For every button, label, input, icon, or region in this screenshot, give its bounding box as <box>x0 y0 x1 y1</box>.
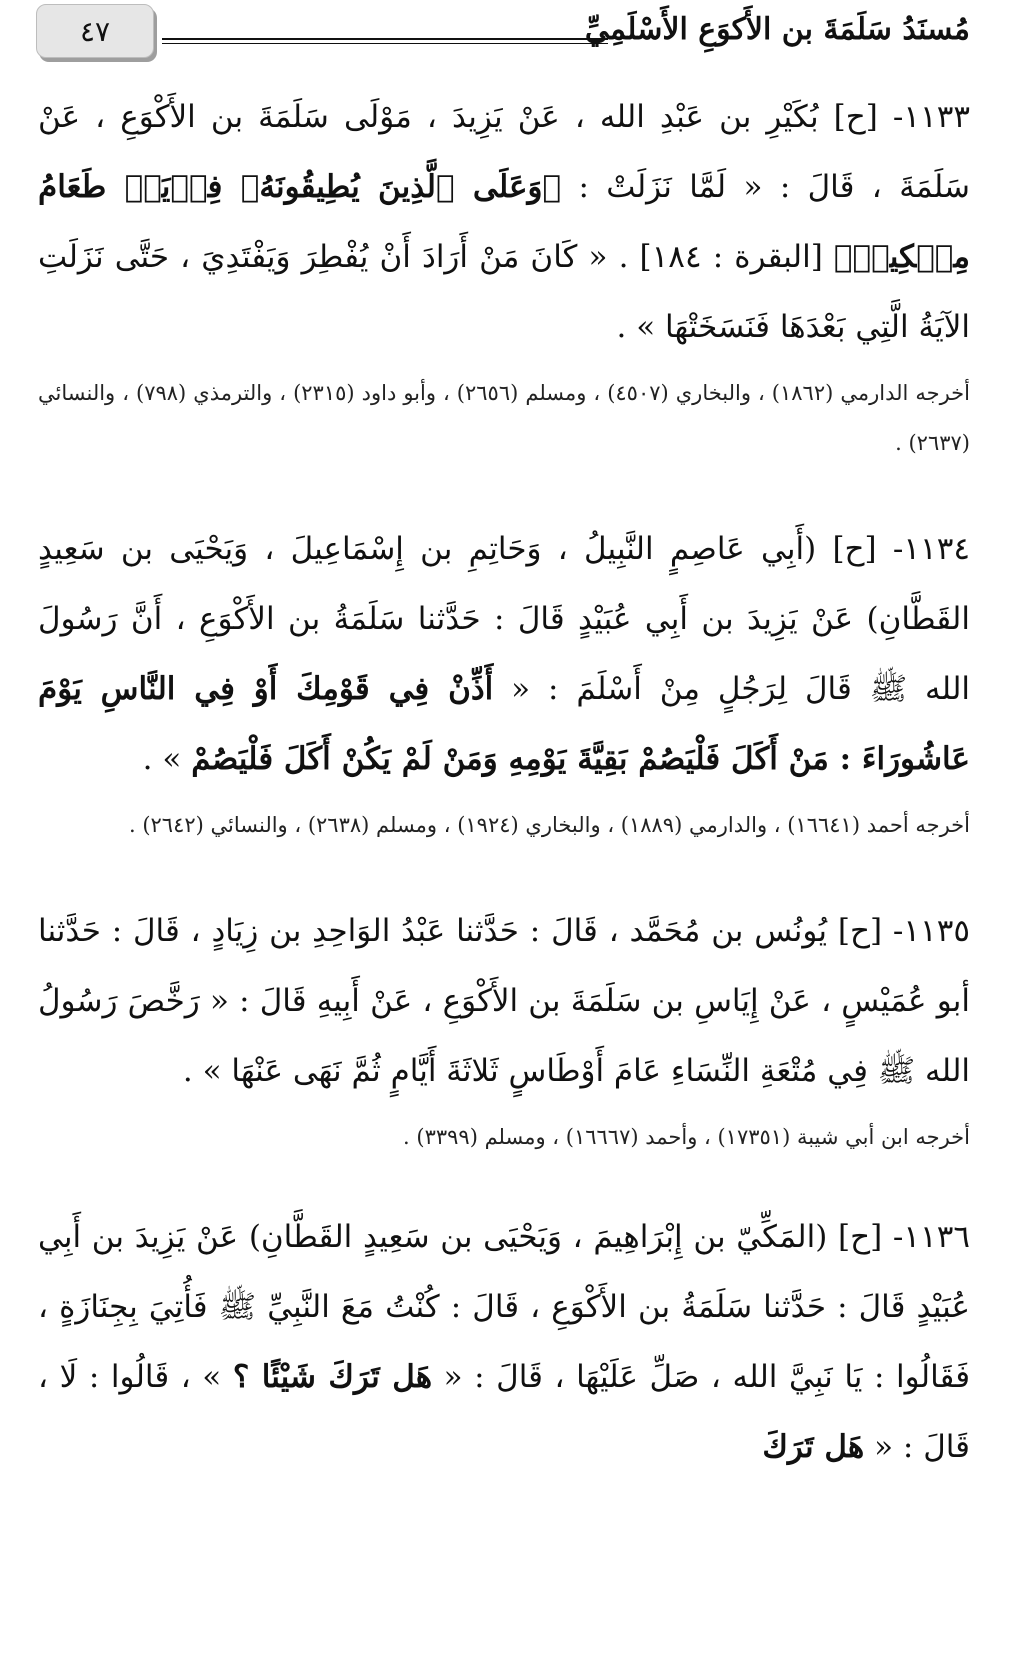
hadith-text <box>38 1202 970 1482</box>
hadith-entry-1134 <box>38 514 970 850</box>
takhrij-note: أخرجه ابن أبي شيبة (١٧٣٥١) ، وأحمد (١٦٦٦٧) ، ومسلم (٣٣٩٩) . <box>403 1125 970 1149</box>
prophetic-saying: أَذِّنْ فِي قَوْمِكَ أَوْ فِي النَّاسِ يَوْمَ عَاشُورَاءَ : مَنْ أَكَلَ فَلْيَصُمْ بَقِيَّةَ يَوْمِهِ وَمَنْ لَمْ يَكُنْ أَكَلَ فَلْيَصُمْ <box>38 671 970 777</box>
hadith-text <box>38 82 970 362</box>
hadith-entry-1135 <box>38 896 970 1162</box>
hadith-entries <box>38 82 970 1482</box>
takhrij-note: أخرجه الدارمي (١٨٦٢) ، والبخاري (٤٥٠٧) ، ومسلم (٢٦٥٦) ، وأبو داود (٢٣١٥) ، والترمذي (٧٩٨) ، والنسائي (٢٦٣٧) . <box>38 381 970 455</box>
hadith-entry-1133 <box>38 82 970 468</box>
quran-verse: ﴿وَعَلَى ٱلَّذِينَ يُطِيقُونَهُۥ فِدۡيَةٞ طَعَامُ مِسۡكِينٖ﴾ <box>38 169 971 275</box>
hadith-text-start: ١١٣٦- [ح] (المَكِّيّ بن إِبْرَاهِيمَ ، وَيَحْيَى بن سَعِيدٍ القَطَّانِ) عَنْ يَزِيدَ بن أَبِي عُبَيْدٍ قَالَ : حَدَّثنا سَلَمَةُ بن الأَكْوَعِ ، قَالَ : كُنْتُ مَعَ النَّبِيِّ ﷺ فَأُتِيَ بِجِنَازَةٍ ، فَقَالُوا : يَا نَبِيَّ الله ، صَلِّ عَلَيْهَا ، قَالَ : « <box>38 1219 971 1395</box>
header-rule <box>162 38 608 44</box>
running-header-title: مُسنَدُ سَلَمَةَ بن الأَكوَعِ الأَسْلَمِيِّ <box>584 12 970 47</box>
hadith-text-start: ١١٣٣- [ح] بُكَيْرِ بن عَبْدِ الله ، عَنْ يَزِيدَ ، مَوْلَى سَلَمَةَ بن الأَكْوَعِ ، عَنْ سَلَمَةَ ، قَالَ : « لَمَّا نَزَلَتْ : <box>38 99 970 205</box>
hadith-text <box>38 514 970 794</box>
page-header <box>0 0 1010 80</box>
prophetic-saying: هَل تَرَكَ شَيْئًا ؟ <box>232 1359 433 1395</box>
hadith-entry-1136 <box>38 1202 970 1482</box>
page-number-badge <box>36 4 154 58</box>
hadith-text-start: ١١٣٤- [ح] (أَبِي عَاصِمٍ النَّبِيلُ ، وَحَاتِمِ بن إِسْمَاعِيلَ ، وَيَحْيَى بن سَعِيدٍ القَطَّانِ) عَنْ يَزِيدَ بن أَبِي عُبَيْدٍ قَالَ : حَدَّثنا سَلَمَةُ بن الأَكْوَعِ ، أَنَّ رَسُولَ الله ﷺ قَالَ لِرَجُلٍ مِنْ أَسْلَمَ : « <box>38 531 970 707</box>
page-number: ٤٧ <box>79 14 111 48</box>
entry-spacer <box>38 1162 970 1202</box>
entry-spacer <box>38 468 970 514</box>
entry-spacer <box>38 850 970 896</box>
takhrij-note: أخرجه أحمد (١٦٦٤١) ، والدارمي (١٨٨٩) ، والبخاري (١٩٢٤) ، ومسلم (٢٦٣٨) ، والنسائي (٢٦٤٢) . <box>128 813 970 837</box>
hadith-text-end: » . <box>142 741 192 777</box>
hadith-text: ١١٣٥- [ح] يُونُس بن مُحَمَّد ، قَالَ : حَدَّثنا عَبْدُ الوَاحِدِ بن زِيَادٍ ، قَالَ : حَدَّثنا أبو عُمَيْسٍ ، عَنْ إِيَاسِ بن سَلَمَةَ بن الأَكْوَعِ ، عَنْ أَبِيهِ قَالَ : « رَخَّصَ رَسُولُ الله ﷺ فِي مُتْعَةِ النِّسَاءِ عَامَ أَوْطَاسٍ ثَلاثَةَ أَيَّامٍ ثُمَّ نَهَى عَنْهَا » . <box>38 913 970 1089</box>
hadith-text-middle: » ، قَالُوا : لَا ، قَالَ : « <box>38 1359 970 1465</box>
hadith-text-end: [البقرة : ١٨٤] . « كَانَ مَنْ أَرَادَ أَنْ يُفْطِرَ وَيَفْتَدِيَ ، حَتَّى نَزَلَتِ الآيَةُ الَّتِي بَعْدَهَا فَنَسَخَتْهَا » . <box>38 239 970 345</box>
prophetic-saying-continued: هَل تَرَكَ <box>762 1429 865 1465</box>
